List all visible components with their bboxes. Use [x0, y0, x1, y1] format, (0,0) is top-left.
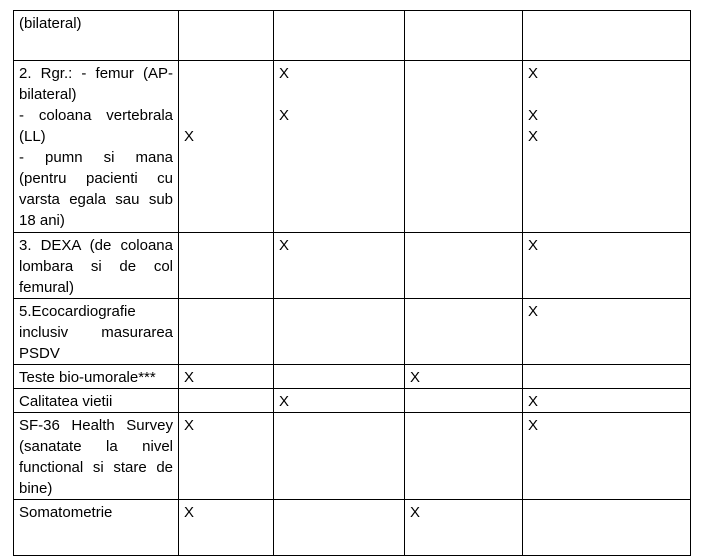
mark-cell: [405, 61, 523, 233]
check-mark: X: [184, 504, 195, 521]
check-mark: [410, 391, 517, 412]
mark-cell: [179, 299, 274, 365]
check-mark: X: [279, 393, 290, 410]
check-mark: X: [528, 303, 539, 320]
row-label-cell: [14, 299, 179, 365]
row-label-line: femural): [19, 279, 75, 296]
check-mark: [184, 63, 268, 84]
mark-cell: [274, 500, 405, 556]
mark-cell: [405, 413, 523, 500]
check-mark: [184, 235, 268, 256]
table-row: [14, 11, 691, 61]
row-label-line: Calitatea vietii: [19, 393, 113, 410]
row-label-line: functional si stare de: [19, 459, 173, 476]
check-mark: X: [528, 107, 539, 124]
row-label-line: bilateral): [19, 86, 77, 103]
check-mark: X: [528, 237, 539, 254]
mark-cell: [523, 500, 691, 556]
mark-cell: [179, 413, 274, 500]
check-mark: [528, 13, 685, 34]
check-mark: [528, 84, 685, 105]
mark-cell: [405, 365, 523, 389]
check-mark: X: [528, 128, 539, 145]
table-row: [14, 413, 691, 500]
table-body: [14, 11, 691, 556]
mark-cell: [405, 233, 523, 299]
mark-cell: [523, 61, 691, 233]
check-mark: [410, 63, 517, 84]
check-mark: [184, 105, 268, 126]
assessment-schedule-table: [13, 10, 691, 556]
mark-cell: [405, 500, 523, 556]
check-mark: [410, 301, 517, 322]
row-label-line: Somatometrie: [19, 504, 113, 521]
check-mark: [279, 415, 399, 436]
check-mark: X: [184, 369, 195, 386]
row-label-line: (LL): [19, 128, 46, 145]
row-label-line: 3. DEXA (de coloana: [19, 237, 173, 254]
row-label-line: 2. Rgr.: - femur (AP-: [19, 65, 173, 82]
check-mark: [528, 367, 685, 388]
row-label-line: 5.Ecocardiografie: [19, 303, 136, 320]
row-label-line: bine): [19, 480, 53, 497]
row-label-line: inclusiv masurarea: [19, 324, 173, 341]
row-label-line: - pumn si mana: [19, 149, 173, 166]
check-mark: X: [184, 128, 195, 145]
check-mark: [184, 391, 268, 412]
row-label-cell: [14, 233, 179, 299]
row-label-line: - coloana vertebrala: [19, 107, 173, 124]
table-row: [14, 61, 691, 233]
check-mark: X: [528, 65, 539, 82]
check-mark: [279, 367, 399, 388]
table-row: [14, 389, 691, 413]
mark-cell: [179, 500, 274, 556]
mark-cell: [274, 61, 405, 233]
row-label-cell: [14, 61, 179, 233]
check-mark: [410, 13, 517, 34]
mark-cell: [523, 11, 691, 61]
table-row: [14, 233, 691, 299]
row-label-cell: [14, 365, 179, 389]
mark-cell: [274, 233, 405, 299]
row-label-line: lombara si de col: [19, 258, 173, 275]
check-mark: [410, 235, 517, 256]
row-label-cell: [14, 413, 179, 500]
mark-cell: [274, 365, 405, 389]
row-label-line: varsta egala sau sub: [19, 191, 173, 208]
check-mark: [184, 84, 268, 105]
check-mark: X: [410, 369, 421, 386]
check-mark: X: [279, 237, 290, 254]
row-label-cell: [14, 389, 179, 413]
mark-cell: [523, 389, 691, 413]
mark-cell: [274, 389, 405, 413]
mark-cell: [274, 299, 405, 365]
mark-cell: [405, 11, 523, 61]
row-label-cell: [14, 500, 179, 556]
mark-cell: [523, 299, 691, 365]
check-mark: [279, 84, 399, 105]
table-row: [14, 500, 691, 556]
row-label-cell: [14, 11, 179, 61]
mark-cell: [523, 233, 691, 299]
check-mark: X: [184, 417, 195, 434]
table-row: [14, 299, 691, 365]
row-label-line: (sanatate la nivel: [19, 438, 173, 455]
table-row: [14, 365, 691, 389]
row-label-line: (bilateral): [19, 15, 82, 32]
check-mark: [528, 502, 685, 523]
check-mark: X: [279, 65, 290, 82]
mark-cell: [179, 233, 274, 299]
mark-cell: [179, 61, 274, 233]
mark-cell: [274, 413, 405, 500]
check-mark: [184, 13, 268, 34]
mark-cell: [274, 11, 405, 61]
mark-cell: [405, 299, 523, 365]
mark-cell: [179, 365, 274, 389]
mark-cell: [179, 11, 274, 61]
check-mark: [279, 13, 399, 34]
check-mark: X: [279, 107, 290, 124]
mark-cell: [523, 365, 691, 389]
row-label-line: (pentru pacienti cu: [19, 170, 173, 187]
mark-cell: [179, 389, 274, 413]
row-label-line: SF-36 Health Survey: [19, 417, 173, 434]
check-mark: [279, 301, 399, 322]
check-mark: X: [528, 393, 539, 410]
check-mark: [410, 415, 517, 436]
row-label-line: Teste bio-umorale***: [19, 369, 156, 386]
mark-cell: [523, 413, 691, 500]
check-mark: [279, 502, 399, 523]
mark-cell: [405, 389, 523, 413]
row-label-line: PSDV: [19, 345, 60, 362]
check-mark: [184, 301, 268, 322]
row-label-line: 18 ani): [19, 212, 65, 229]
check-mark: X: [528, 417, 539, 434]
check-mark: X: [410, 504, 421, 521]
